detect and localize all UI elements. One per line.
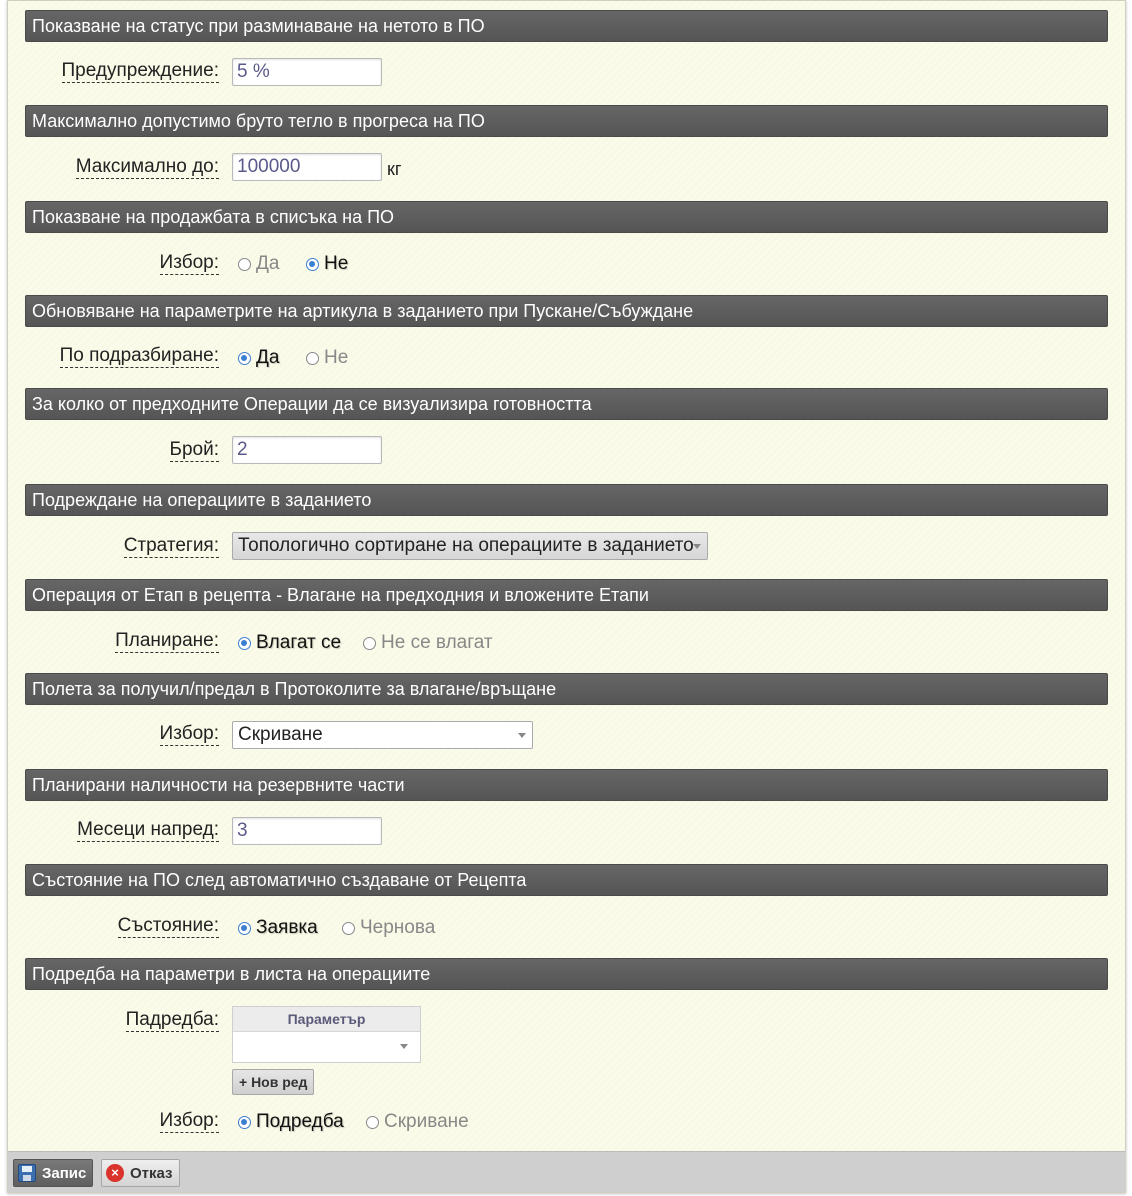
count-input[interactable]: 2 xyxy=(232,436,382,464)
weight-unit: кг xyxy=(387,159,402,179)
order-sort-radio[interactable]: Подредба xyxy=(238,1111,344,1133)
radio-checked-icon xyxy=(238,352,251,365)
radio-icon xyxy=(366,1116,379,1129)
chevron-down-icon xyxy=(518,733,526,738)
section-header-update-params: Обновяване на параметрите на артикула в заданието при Пускане/Събуждане xyxy=(25,295,1108,327)
update-params-no-radio[interactable]: Не xyxy=(306,347,348,369)
section-header-stage-operation: Операция от Етап в рецепта - Влагане на предходния и вложените Етапи xyxy=(25,579,1108,611)
cancel-button[interactable]: × Отказ xyxy=(101,1159,180,1187)
warning-input[interactable]: 5 % xyxy=(232,58,382,86)
section-header-received-given-fields: Полета за получил/предал в Протоколите за влагане/връщане xyxy=(25,673,1108,705)
planning-included-radio[interactable]: Влагат се xyxy=(238,632,341,654)
save-button[interactable]: Запис xyxy=(13,1159,93,1187)
months-ahead-label: Месеци напред: xyxy=(77,819,219,840)
fields-choice-select[interactable]: Скриване xyxy=(232,721,533,749)
chevron-down-icon xyxy=(693,544,701,549)
form-footer xyxy=(8,1151,1125,1192)
radio-checked-icon xyxy=(238,637,251,650)
show-sale-label: Избор: xyxy=(159,252,219,273)
parameter-table xyxy=(232,1006,421,1063)
section-header-params-order: Подредба на параметри в листа на операциите xyxy=(25,958,1108,990)
months-ahead-input[interactable]: 3 xyxy=(232,817,382,845)
warning-label: Предупреждение: xyxy=(61,60,219,81)
settings-form xyxy=(7,0,1126,1193)
state-label: Състояние: xyxy=(117,915,219,936)
count-label: Брой: xyxy=(169,439,219,460)
add-row-button[interactable]: + Нов ред xyxy=(232,1069,314,1095)
radio-icon xyxy=(238,258,251,271)
floppy-disk-icon xyxy=(18,1164,36,1182)
update-params-yes-radio[interactable]: Да xyxy=(238,347,279,369)
section-header-operations-order: Подреждане на операциите в заданието xyxy=(25,484,1108,516)
max-weight-label: Максимално до: xyxy=(75,156,219,177)
strategy-label: Стратегия: xyxy=(123,535,219,556)
radio-checked-icon xyxy=(238,922,251,935)
planning-label: Планиране: xyxy=(115,630,219,651)
order-hide-radio[interactable]: Скриване xyxy=(366,1111,469,1133)
parameter-column-header: Параметър xyxy=(233,1007,420,1032)
parameter-select[interactable] xyxy=(233,1032,420,1062)
state-draft-radio[interactable]: Чернова xyxy=(342,917,435,939)
section-header-po-state: Състояние на ПО след автоматично създаване от Рецепта xyxy=(25,864,1108,896)
max-weight-input[interactable]: 100000 xyxy=(232,153,382,181)
strategy-select[interactable]: Топологично сортиране на операциите в заданието xyxy=(232,532,708,560)
chevron-down-icon xyxy=(400,1044,408,1049)
radio-icon xyxy=(363,637,376,650)
show-sale-no-radio[interactable]: Не xyxy=(306,253,348,275)
fields-choice-label: Избор: xyxy=(159,723,219,744)
section-header-previous-operations: За колко от предходните Операции да се визуализира готовността xyxy=(25,388,1108,420)
state-request-radio[interactable]: Заявка xyxy=(238,917,318,939)
section-header-show-sale: Показване на продажбата в списъка на ПО xyxy=(25,201,1108,233)
planning-not-included-radio[interactable]: Не се влагат xyxy=(363,632,493,654)
radio-icon xyxy=(306,352,319,365)
radio-checked-icon xyxy=(238,1116,251,1129)
section-header-max-gross-weight: Максимално допустимо бруто тегло в прогреса на ПО xyxy=(25,105,1108,137)
section-header-spare-parts: Планирани наличности на резервните части xyxy=(25,769,1108,801)
section-header-net-status: Показване на статус при разминаване на нетото в ПО xyxy=(25,10,1108,42)
radio-icon xyxy=(342,922,355,935)
order-choice-label: Избор: xyxy=(159,1110,219,1131)
radio-checked-icon xyxy=(306,258,319,271)
order-label: Падредба: xyxy=(125,1009,219,1030)
show-sale-yes-radio[interactable]: Да xyxy=(238,253,279,275)
default-label: По подразбиране: xyxy=(59,345,219,366)
cancel-x-icon: × xyxy=(106,1164,124,1182)
